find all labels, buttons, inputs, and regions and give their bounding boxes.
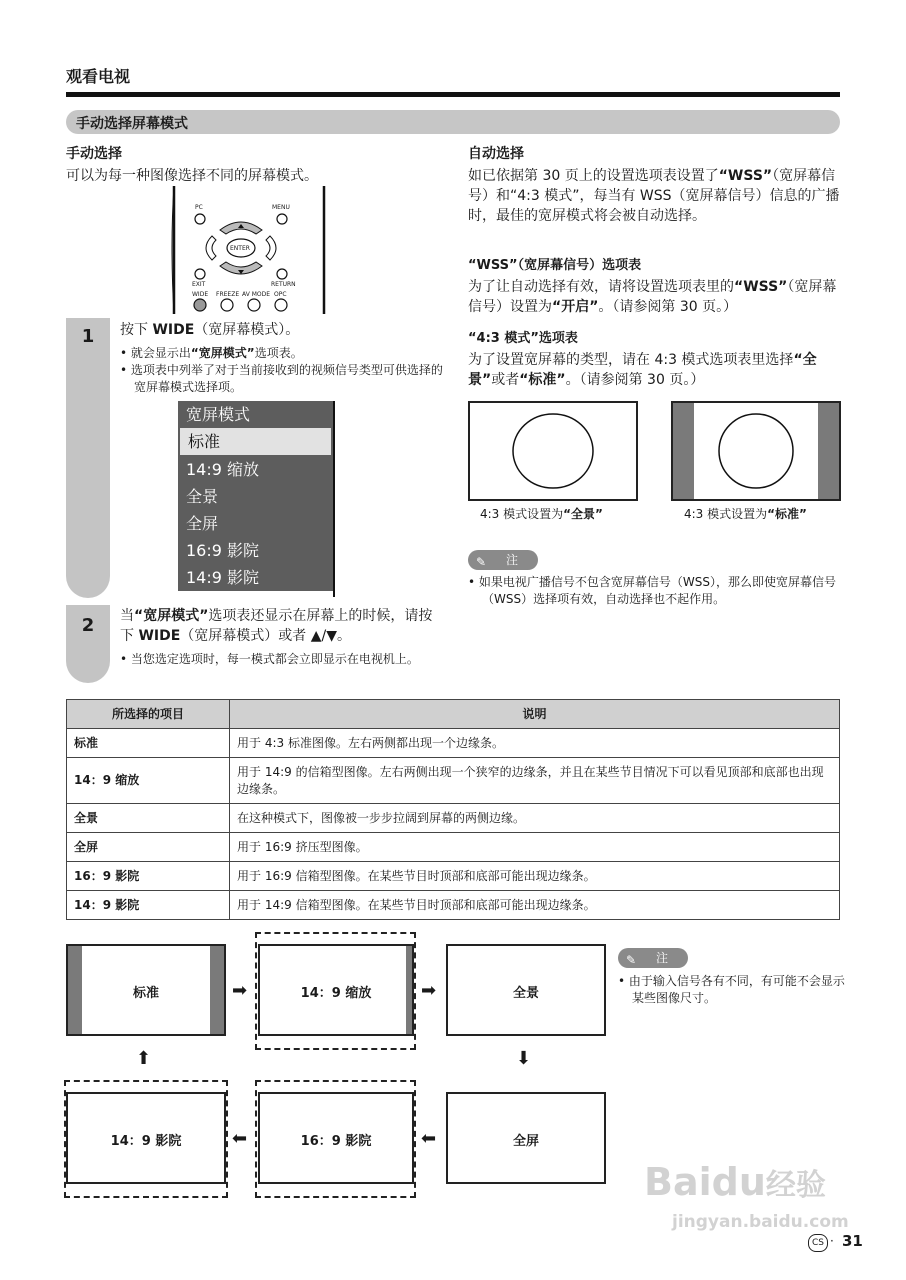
panorama-screen-illustration xyxy=(468,401,638,501)
table-header-row xyxy=(67,700,840,729)
flow-box-16-9-cinema xyxy=(258,1092,414,1184)
auto-paragraph: 如已依据第 30 页上的设置选项表设置了“WSS”（宽屏幕信号）和“4:3 模式”，每当有 WSS（宽屏幕信号）信息的广播时，最佳的宽屏模式将会被自动选择。 xyxy=(468,168,840,224)
step-1-bullet-1: • 就会显示出“宽屏模式”选项表。 xyxy=(120,346,303,360)
note-badge: ✎ 注 xyxy=(468,550,538,570)
arrow-left-icon: ⬅ xyxy=(232,1128,248,1149)
wss-heading: “WSS”（宽屏幕信号）选项表 xyxy=(468,258,642,273)
table-cell-mode: 14：9 缩放 xyxy=(67,758,230,804)
watermark-url: jingyan.baidu.com xyxy=(672,1212,849,1232)
page-separator: · xyxy=(830,1234,834,1248)
step-1-tab xyxy=(66,318,110,598)
table-cell-mode: 标准 xyxy=(67,729,230,758)
paperclip-icon: ✎ xyxy=(476,555,487,569)
menu-item-14-9-cinema[interactable]: 14:9 影院 xyxy=(186,568,260,587)
menu-item-full[interactable]: 全屏 xyxy=(186,514,219,533)
page-number: 31 xyxy=(842,1232,863,1250)
step-2-number: 2 xyxy=(81,615,95,636)
standard-caption: 4:3 模式设置为“标准” xyxy=(684,507,807,521)
step-1-text: 按下 WIDE（宽屏幕模式）。 xyxy=(120,322,300,338)
flow-box-standard xyxy=(66,944,226,1036)
panorama-caption: 4:3 模式设置为“全景” xyxy=(480,507,603,521)
table-cell-mode: 全屏 xyxy=(67,833,230,862)
table-cell-description: 用于 4:3 标准图像。左右两侧都出现一个边缘条。 xyxy=(230,729,840,758)
step-2-tab xyxy=(66,605,110,683)
remote-freeze-label: FREEZE xyxy=(216,291,240,298)
menu-title: 宽屏模式 xyxy=(186,405,251,424)
wide-mode-menu xyxy=(178,401,333,591)
menu-item-standard[interactable]: 标准 xyxy=(180,428,331,455)
table-cell-description: 用于 14:9 的信箱型图像。左右两侧出现一个狭窄的边缘条，并且在某些节目情况下可以看见顶部和底部也出现边缘条。 xyxy=(230,758,840,804)
cs-badge: CS xyxy=(808,1234,828,1252)
flow-box-14-9-zoom xyxy=(258,944,414,1036)
arrow-left-icon: ⬅ xyxy=(421,1128,437,1149)
auto-heading: 自动选择 xyxy=(468,146,524,162)
paperclip-icon: ✎ xyxy=(626,953,637,967)
flow-box-label: 标准 xyxy=(132,986,159,1001)
flow-box-label: 14：9 影院 xyxy=(110,1134,182,1149)
flow-box-14-9-cinema xyxy=(66,1092,226,1184)
table-header-item: 所选择的项目 xyxy=(67,700,230,729)
arrow-up-icon: ⬆ xyxy=(136,1048,152,1069)
manual-intro: 可以为每一种图像选择不同的屏幕模式。 xyxy=(66,168,318,184)
table-row xyxy=(67,862,840,891)
remote-wide-label: WIDE xyxy=(192,291,209,298)
section-bar xyxy=(66,110,840,134)
flow-box-panorama xyxy=(446,944,606,1036)
remote-exit-label: EXIT xyxy=(192,281,206,288)
table-cell-description: 用于 16:9 信箱型图像。在某些节目时顶部和底部可能出现边缘条。 xyxy=(230,862,840,891)
remote-pc-label: PC xyxy=(195,204,203,211)
mode-43-paragraph: 为了设置宽屏幕的类型，请在 4:3 模式选项表里选择“全景”或者“标准”。（请参阅第 30 页。） xyxy=(468,352,817,388)
remote-control-illustration xyxy=(170,186,328,314)
arrow-right-icon: ➡ xyxy=(421,980,437,1001)
table-row xyxy=(67,891,840,920)
table-cell-mode: 14：9 影院 xyxy=(67,891,230,920)
flow-box-label: 全景 xyxy=(512,986,539,1001)
auto-note-text: • 如果电视广播信号不包含宽屏幕信号（WSS），那么即使宽屏幕信号（WSS）选择项有效，自动选择也不起作用。 xyxy=(468,575,837,606)
remote-return-label: RETURN xyxy=(271,281,296,288)
step-2-text: 当“宽屏模式”选项表还显示在屏幕上的时候，请按下 WIDE（宽屏幕模式）或者 ▲/▼。 xyxy=(120,608,433,644)
table-row xyxy=(67,729,840,758)
flow-note-text: • 由于输入信号各有不同，有可能不会显示某些图像尺寸。 xyxy=(618,974,845,1005)
flow-box-label: 全屏 xyxy=(512,1134,539,1149)
table-cell-mode: 全景 xyxy=(67,804,230,833)
step-1-bullet-2: • 选项表中列举了对于当前接收到的视频信号类型可供选择的宽屏幕模式选择项。 xyxy=(120,363,443,394)
table-cell-description: 在这种模式下，图像被一步步拉阔到屏幕的两侧边缘。 xyxy=(230,804,840,833)
remote-enter-label: ENTER xyxy=(230,245,250,252)
remote-opc-label: OPC xyxy=(274,291,287,298)
section-title: 手动选择屏幕模式 xyxy=(76,116,188,132)
flow-box-label: 14：9 缩放 xyxy=(300,986,372,1001)
arrow-right-icon: ➡ xyxy=(232,980,248,1001)
manual-heading: 手动选择 xyxy=(66,146,122,162)
watermark-logo: Baidu经验 xyxy=(644,1160,826,1204)
table-row xyxy=(67,804,840,833)
table-header-description: 说明 xyxy=(230,700,840,729)
table-cell-description: 用于 14:9 信箱型图像。在某些节目时顶部和底部可能出现边缘条。 xyxy=(230,891,840,920)
chapter-rule xyxy=(66,92,840,97)
table-cell-description: 用于 16:9 挤压型图像。 xyxy=(230,833,840,862)
arrow-down-icon: ⬇ xyxy=(516,1048,532,1069)
menu-item-panorama[interactable]: 全景 xyxy=(186,487,219,506)
menu-item-14-9-zoom[interactable]: 14:9 缩放 xyxy=(186,460,260,479)
table-row xyxy=(67,758,840,804)
wss-paragraph: 为了让自动选择有效，请将设置选项表里的“WSS”（宽屏幕信号）设置为“开启”。（请参阅第 30 页。） xyxy=(468,279,837,315)
menu-item-16-9-cinema[interactable]: 16:9 影院 xyxy=(186,541,260,560)
step-1-number: 1 xyxy=(81,326,95,347)
standard-screen-illustration xyxy=(671,401,841,501)
mode-43-heading: “4:3 模式”选项表 xyxy=(468,331,578,346)
remote-menu-label: MENU xyxy=(272,204,290,211)
chapter-title: 观看电视 xyxy=(66,67,131,86)
menu-edge-line xyxy=(333,401,335,597)
mode-table xyxy=(66,699,840,920)
table-cell-mode: 16：9 影院 xyxy=(67,862,230,891)
note-badge: ✎ 注 xyxy=(618,948,688,968)
step-2-bullet: • 当您选定选项时，每一模式都会立即显示在电视机上。 xyxy=(120,652,419,666)
flow-box-label: 16：9 影院 xyxy=(300,1134,372,1149)
flow-box-full xyxy=(446,1092,606,1184)
remote-avmode-label: AV MODE xyxy=(242,291,271,298)
table-row xyxy=(67,833,840,862)
